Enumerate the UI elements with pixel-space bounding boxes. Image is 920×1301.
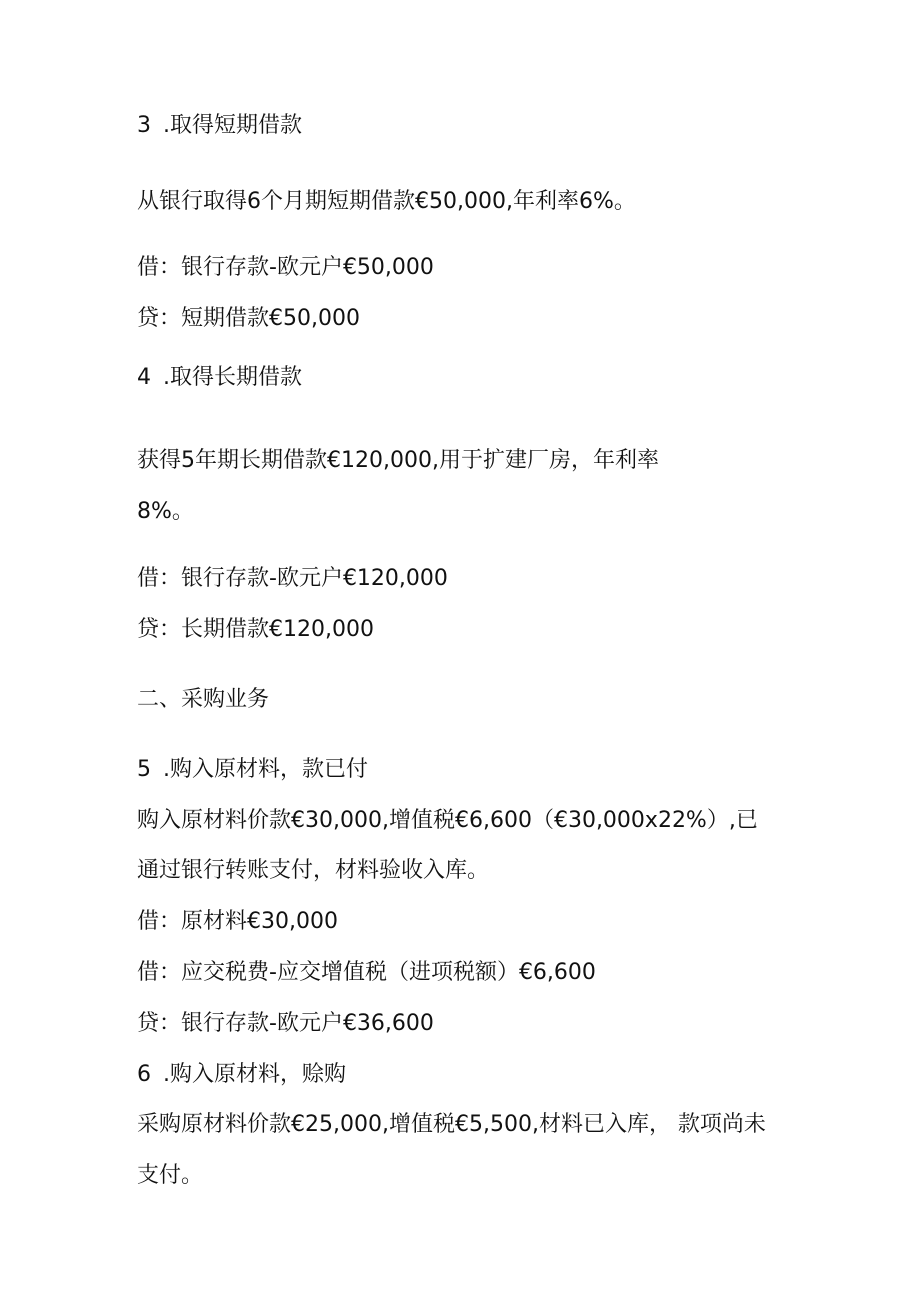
paragraph-line: 采购原材料价款€25,000,增值税€5,500,材料已入库， 款项尚未	[137, 1112, 766, 1137]
journal-entry-credit: 贷：短期借款€50,000	[137, 306, 360, 331]
paragraph-line: 从银行取得6个月期短期借款€50,000,年利率6%。	[137, 189, 636, 214]
section-6-heading	[137, 1061, 346, 1089]
journal-entry-debit: 借：银行存款-欧元户€120,000	[137, 566, 448, 591]
journal-entry-credit: 贷：长期借款€120,000	[137, 617, 374, 642]
journal-entry-debit: 借：原材料€30,000	[137, 909, 338, 934]
section-title: .取得长期借款	[163, 365, 302, 390]
paragraph-line: 购入原材料价款€30,000,增值税€6,600（€30,000x22%）,已	[137, 808, 758, 833]
section-3-heading	[137, 112, 302, 140]
section-title: .购入原材料，赊购	[163, 1062, 346, 1087]
section-number: 4	[137, 365, 151, 390]
section-number: 5	[137, 757, 151, 782]
journal-entry-credit: 贷：银行存款-欧元户€36,600	[137, 1011, 434, 1036]
section-4-heading	[137, 364, 302, 392]
section-title: .取得短期借款	[163, 113, 302, 138]
section-number: 6	[137, 1062, 151, 1087]
paragraph-line: 8%。	[137, 499, 194, 524]
paragraph-line: 支付。	[137, 1163, 204, 1188]
section-5-heading	[137, 756, 368, 784]
journal-entry-debit: 借：应交税费-应交增值税（进项税额）€6,600	[137, 960, 596, 985]
journal-entry-debit: 借：银行存款-欧元户€50,000	[137, 255, 434, 280]
section-title: .购入原材料，款已付	[163, 757, 368, 782]
paragraph-line: 获得5年期长期借款€120,000,用于扩建厂房，年利率	[137, 448, 659, 473]
paragraph-line: 通过银行转账支付，材料验收入库。	[137, 858, 490, 883]
part-title: 二、采购业务	[137, 687, 270, 712]
section-number: 3	[137, 113, 151, 138]
